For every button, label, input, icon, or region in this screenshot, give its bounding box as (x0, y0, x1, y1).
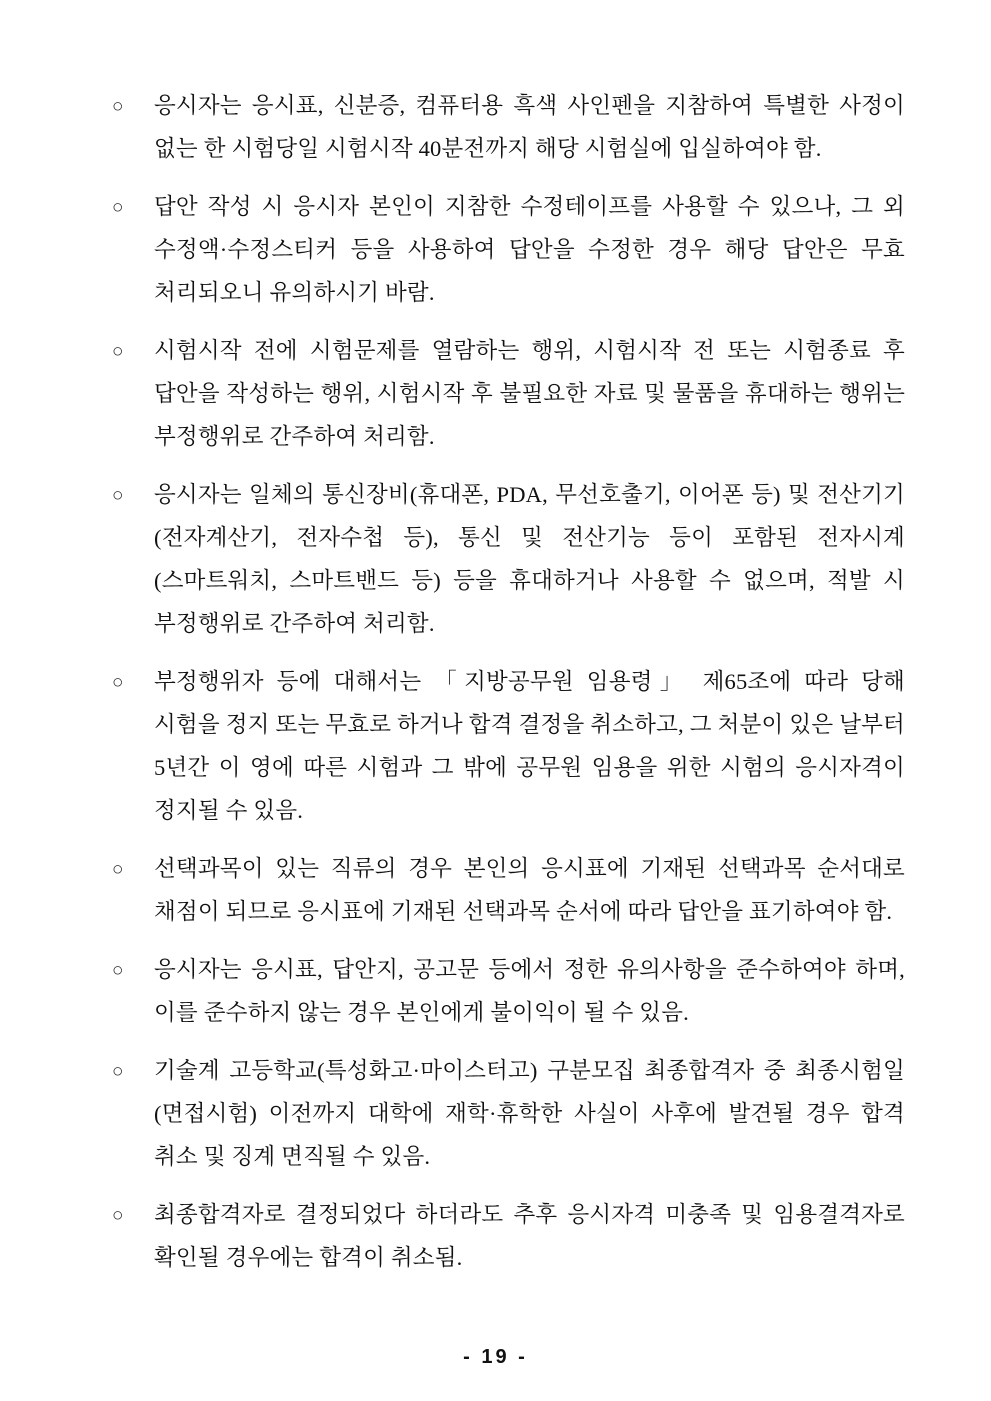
list-item (112, 329, 905, 458)
bullet-text: 선택과목이 있는 직류의 경우 본인의 응시표에 기재된 선택과목 순서대로 채점이 되므로 응시표에 기재된 선택과목 순서에 따라 답안을 표기하여야 함. (154, 856, 905, 924)
list-item (112, 847, 905, 933)
list-item (112, 948, 905, 1034)
bullet-text: 기술계 고등학교(특성화고·마이스터고) 구분모집 최종합격자 중 최종시험일(면접시험) 이전까지 대학에 재학·휴학한 사실이 사후에 발견될 경우 합격 취소 및 징계 면직될 수 있음. (154, 1058, 905, 1169)
bullet-text: 응시자는 응시표, 답안지, 공고문 등에서 정한 유의사항을 준수하여야 하며, 이를 준수하지 않는 경우 본인에게 불이익이 될 수 있음. (154, 957, 905, 1025)
list-item (112, 185, 905, 314)
list-item (112, 1049, 905, 1178)
bullet-circle-icon: ○ (112, 960, 124, 981)
list-item (112, 660, 905, 832)
bullet-circle-icon: ○ (112, 1205, 124, 1226)
bullet-text: 부정행위자 등에 대해서는 「지방공무원 임용령」 제65조에 따라 당해 시험을 정지 또는 무효로 하거나 합격 결정을 취소하고, 그 처분이 있은 날부터 5년간 이 영에 따른 시험과 그 밖에 공무원 임용을 위한 시험의 응시자격이 정지될 수 있음. (154, 669, 905, 823)
list-item (112, 84, 905, 170)
bullet-circle-icon: ○ (112, 1061, 124, 1082)
bullet-text: 응시자는 응시표, 신분증, 컴퓨터용 흑색 사인펜을 지참하여 특별한 사정이 없는 한 시험당일 시험시작 40분전까지 해당 시험실에 입실하여야 함. (154, 93, 905, 161)
bullet-text: 최종합격자로 결정되었다 하더라도 추후 응시자격 미충족 및 임용결격자로 확인될 경우에는 합격이 취소됨. (154, 1202, 905, 1270)
list-item (112, 1193, 905, 1279)
list-item (112, 473, 905, 645)
page-number: - 19 - (463, 1346, 528, 1368)
bullet-text: 시험시작 전에 시험문제를 열람하는 행위, 시험시작 전 또는 시험종료 후 답안을 작성하는 행위, 시험시작 후 불필요한 자료 및 물품을 휴대하는 행위는 부정행위로 간주하여 처리함. (154, 338, 905, 449)
bullet-circle-icon: ○ (112, 859, 124, 880)
bullet-circle-icon: ○ (112, 672, 124, 693)
bullet-circle-icon: ○ (112, 341, 124, 362)
notice-list (112, 84, 905, 1279)
bullet-circle-icon: ○ (112, 485, 124, 506)
bullet-circle-icon: ○ (112, 197, 124, 218)
bullet-text: 응시자는 일체의 통신장비(휴대폰, PDA, 무선호출기, 이어폰 등) 및 전산기기(전자계산기, 전자수첩 등), 통신 및 전산기능 등이 포함된 전자시계(스마트워치, 스마트밴드 등) 등을 휴대하거나 사용할 수 없으며, 적발 시 부정행위로 간주하여 처리함. (154, 482, 905, 636)
bullet-circle-icon: ○ (112, 96, 124, 117)
bullet-text: 답안 작성 시 응시자 본인이 지참한 수정테이프를 사용할 수 있으나, 그 외 수정액·수정스티커 등을 사용하여 답안을 수정한 경우 해당 답안은 무효 처리되오니 유의하시기 바람. (154, 194, 905, 305)
